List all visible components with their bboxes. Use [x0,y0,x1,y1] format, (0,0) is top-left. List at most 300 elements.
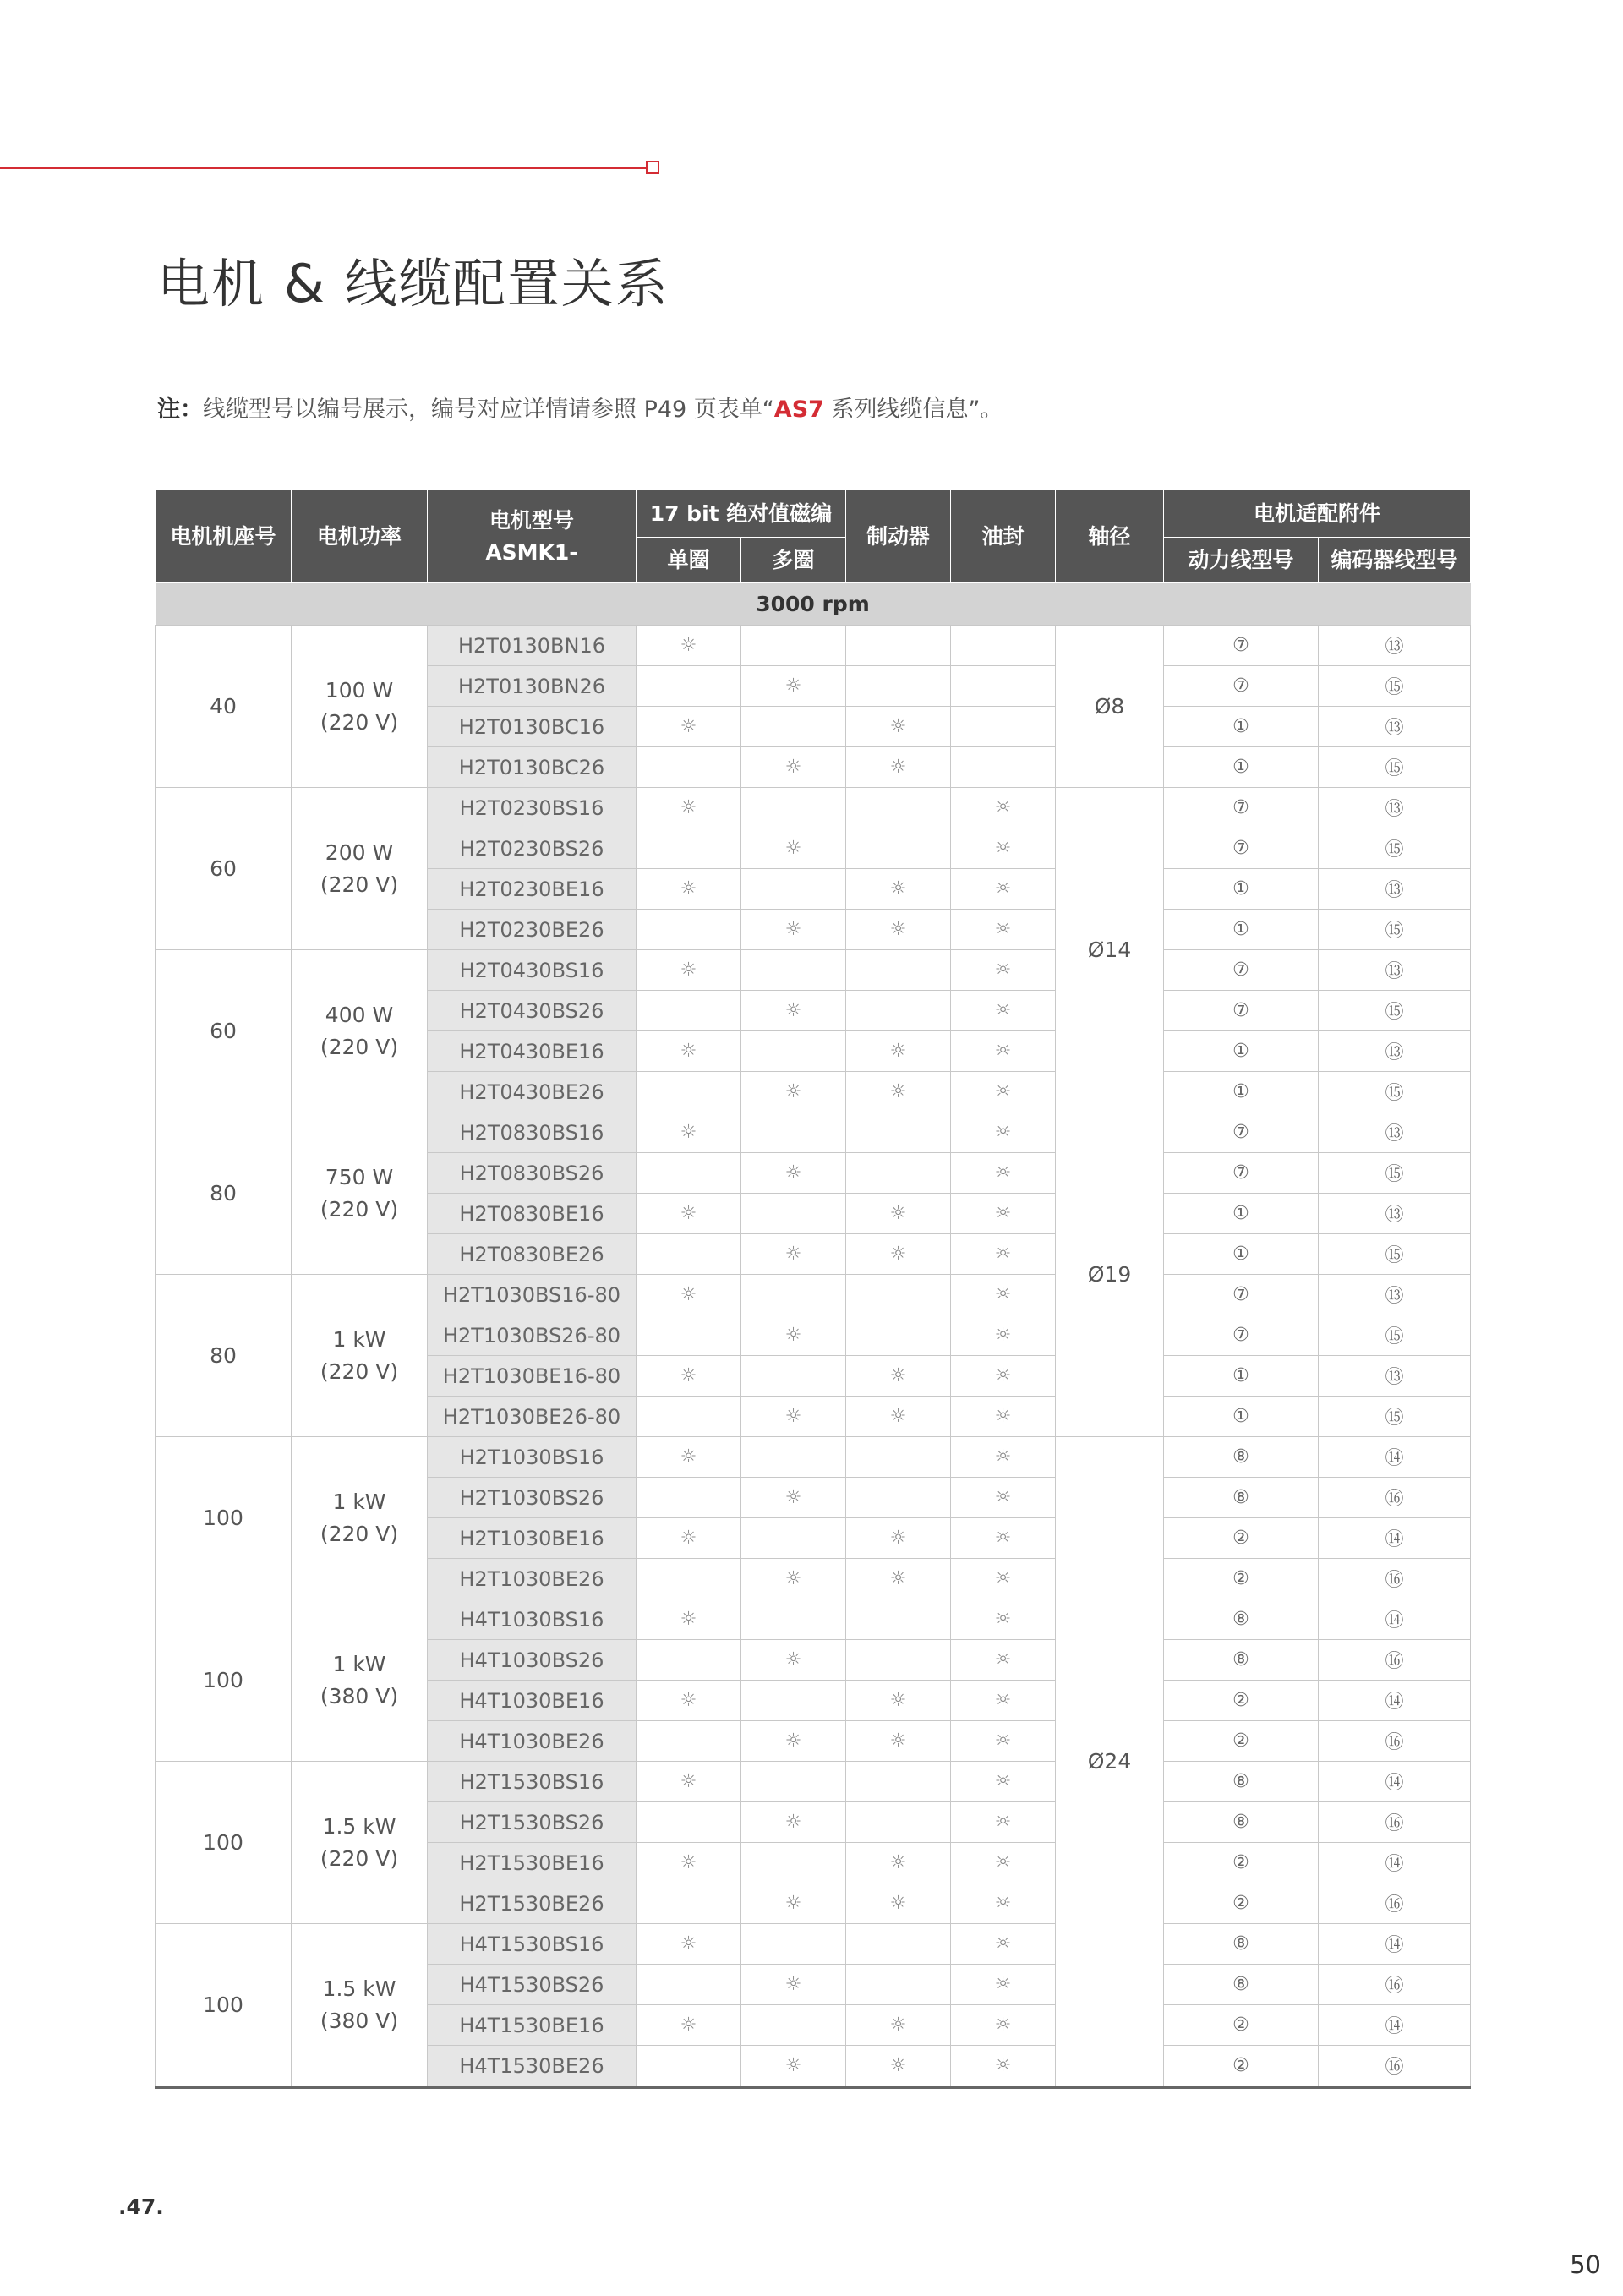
oil-mark-cell: ☼ [951,869,1056,910]
header-accessories: 电机适配附件 [1164,490,1471,538]
encoder-cable-cell: ⑯ [1319,2046,1471,2088]
multi-mark-cell: ☼ [741,991,846,1031]
note [157,391,1003,424]
model-cell: H4T1530BS26 [428,1965,637,2005]
power-voltage: (220 V) [320,1845,399,1871]
oil-mark-cell: ☼ [951,1518,1056,1559]
single-mark-cell [637,1478,741,1518]
header-frame: 电机机座号 [156,490,292,583]
power-cable-cell: ⑦ [1164,626,1319,666]
encoder-cable-cell: ⑭ [1319,2005,1471,2046]
encoder-cable-cell: ⑮ [1319,910,1471,950]
single-mark-cell: ☼ [637,1681,741,1721]
power-value: 750 W [325,1164,394,1189]
speed-band: 3000 rpm [156,583,1471,626]
model-cell: H2T0130BN26 [428,666,637,707]
single-mark-cell: ☼ [637,1437,741,1478]
encoder-cable-cell: ⑮ [1319,666,1471,707]
header-encoder: 17 bit 绝对值磁编 [637,490,846,538]
single-mark-cell: ☼ [637,1275,741,1315]
encoder-cable-cell: ⑯ [1319,1802,1471,1843]
power-cable-cell: ⑦ [1164,1275,1319,1315]
shaft-cell: Ø8 [1056,626,1164,788]
power-cable-cell: ⑧ [1164,1640,1319,1681]
power-cable-cell: ⑦ [1164,1153,1319,1194]
power-cable-cell: ② [1164,1721,1319,1762]
multi-mark-cell: ☼ [741,1965,846,2005]
power-cable-cell: ⑧ [1164,1924,1319,1965]
power-cell [292,626,428,788]
model-cell: H2T1030BE26-80 [428,1397,637,1437]
power-cable-cell: ① [1164,1397,1319,1437]
header-accent-line [0,167,646,169]
brake-mark-cell [846,1965,951,2005]
oil-mark-cell: ☼ [951,1965,1056,2005]
multi-mark-cell [741,1924,846,1965]
multi-mark-cell: ☼ [741,1559,846,1599]
model-cell: H2T0230BS26 [428,828,637,869]
power-voltage: (220 V) [320,1521,399,1546]
note-text: 线缆型号以编号展示，编号对应详情请参照 P49 页表单“ [203,396,774,423]
brake-mark-cell: ☼ [846,910,951,950]
single-mark-cell [637,991,741,1031]
power-cable-cell: ⑦ [1164,950,1319,991]
single-mark-cell: ☼ [637,1194,741,1234]
shaft-cell: Ø19 [1056,1112,1164,1437]
brake-mark-cell: ☼ [846,2005,951,2046]
brake-mark-cell: ☼ [846,1234,951,1275]
power-cable-cell: ① [1164,707,1319,747]
brake-mark-cell [846,1112,951,1153]
oil-mark-cell: ☼ [951,788,1056,828]
shaft-cell: Ø24 [1056,1437,1164,2088]
multi-mark-cell [741,788,846,828]
model-cell: H2T1530BE16 [428,1843,637,1883]
oil-mark-cell: ☼ [951,1194,1056,1234]
brake-mark-cell: ☼ [846,1194,951,1234]
model-cell: H2T1530BS16 [428,1762,637,1802]
header-oil-seal: 油封 [951,490,1056,583]
single-mark-cell: ☼ [637,1031,741,1072]
frame-cell: 80 [156,1112,292,1275]
model-cell: H2T1030BE16-80 [428,1356,637,1397]
encoder-cable-cell: ⑭ [1319,1599,1471,1640]
model-cell: H2T0230BS16 [428,788,637,828]
oil-mark-cell: ☼ [951,1112,1056,1153]
multi-mark-cell: ☼ [741,1883,846,1924]
multi-mark-cell [741,1843,846,1883]
power-cable-cell: ⑧ [1164,1762,1319,1802]
multi-mark-cell [741,1275,846,1315]
model-cell: H4T1030BS26 [428,1640,637,1681]
model-cell: H2T0230BE26 [428,910,637,950]
speed-band-row [156,583,1471,626]
frame-cell: 100 [156,1437,292,1599]
encoder-cable-cell: ⑯ [1319,1883,1471,1924]
oil-mark-cell: ☼ [951,1924,1056,1965]
multi-mark-cell [741,707,846,747]
multi-mark-cell [741,1437,846,1478]
encoder-cable-cell: ⑯ [1319,1721,1471,1762]
multi-mark-cell: ☼ [741,1234,846,1275]
single-mark-cell [637,1072,741,1112]
oil-mark-cell [951,666,1056,707]
encoder-cable-cell: ⑬ [1319,788,1471,828]
frame-cell: 60 [156,788,292,950]
brake-mark-cell: ☼ [846,747,951,788]
encoder-cable-cell: ⑮ [1319,747,1471,788]
multi-mark-cell: ☼ [741,747,846,788]
oil-mark-cell: ☼ [951,1397,1056,1437]
encoder-cable-cell: ⑮ [1319,1397,1471,1437]
brake-mark-cell [846,828,951,869]
power-cable-cell: ① [1164,747,1319,788]
power-value: 400 W [325,1002,394,1027]
oil-mark-cell [951,707,1056,747]
oil-mark-cell [951,747,1056,788]
power-cable-cell: ⑦ [1164,666,1319,707]
shaft-cell: Ø14 [1056,788,1164,1112]
power-cable-cell: ② [1164,1843,1319,1883]
frame-cell: 40 [156,626,292,788]
power-voltage: (380 V) [320,2008,399,2033]
oil-mark-cell: ☼ [951,991,1056,1031]
single-mark-cell: ☼ [637,1924,741,1965]
power-cable-cell: ② [1164,2005,1319,2046]
multi-mark-cell [741,1194,846,1234]
model-cell: H4T1030BE26 [428,1721,637,1762]
oil-mark-cell: ☼ [951,1599,1056,1640]
model-cell: H2T0230BE16 [428,869,637,910]
oil-mark-cell: ☼ [951,1721,1056,1762]
power-cable-cell: ② [1164,1681,1319,1721]
power-cable-cell: ② [1164,2046,1319,2088]
power-voltage: (220 V) [320,1034,399,1059]
power-cable-cell: ① [1164,1356,1319,1397]
encoder-cable-cell: ⑬ [1319,869,1471,910]
single-mark-cell [637,828,741,869]
single-mark-cell: ☼ [637,1599,741,1640]
power-cable-cell: ① [1164,1072,1319,1112]
power-cell [292,1762,428,1924]
power-cable-cell: ① [1164,910,1319,950]
brake-mark-cell: ☼ [846,1518,951,1559]
brake-mark-cell: ☼ [846,869,951,910]
multi-mark-cell [741,1518,846,1559]
model-cell: H4T1530BE26 [428,2046,637,2088]
oil-mark-cell: ☼ [951,950,1056,991]
multi-mark-cell: ☼ [741,1397,846,1437]
single-mark-cell [637,910,741,950]
oil-mark-cell: ☼ [951,1275,1056,1315]
model-cell: H2T1030BS16 [428,1437,637,1478]
single-mark-cell [637,1397,741,1437]
model-cell: H4T1030BS16 [428,1599,637,1640]
oil-mark-cell: ☼ [951,910,1056,950]
brake-mark-cell [846,1153,951,1194]
brake-mark-cell [846,1478,951,1518]
multi-mark-cell: ☼ [741,1640,846,1681]
encoder-cable-cell: ⑯ [1319,1478,1471,1518]
multi-mark-cell: ☼ [741,1802,846,1843]
encoder-cable-cell: ⑬ [1319,626,1471,666]
power-value: 1.5 kW [322,1976,396,2001]
single-mark-cell [637,747,741,788]
header-accent-square [646,161,659,174]
model-cell: H2T0830BE16 [428,1194,637,1234]
multi-mark-cell [741,2005,846,2046]
power-cable-cell: ⑦ [1164,788,1319,828]
encoder-cable-cell: ⑬ [1319,707,1471,747]
single-mark-cell [637,1153,741,1194]
encoder-cable-cell: ⑭ [1319,1762,1471,1802]
brake-mark-cell: ☼ [846,1721,951,1762]
table-row [156,1275,1471,1315]
power-value: 100 W [325,677,394,702]
single-mark-cell: ☼ [637,2005,741,2046]
frame-cell: 100 [156,1924,292,2088]
multi-mark-cell: ☼ [741,2046,846,2088]
single-mark-cell: ☼ [637,707,741,747]
brake-mark-cell: ☼ [846,1843,951,1883]
encoder-cable-cell: ⑯ [1319,1965,1471,2005]
single-mark-cell: ☼ [637,1843,741,1883]
multi-mark-cell [741,869,846,910]
encoder-cable-cell: ⑬ [1319,1194,1471,1234]
page-title: 电机 & 线缆配置关系 [157,253,669,314]
model-cell: H2T0130BC26 [428,747,637,788]
encoder-cable-cell: ⑯ [1319,1640,1471,1681]
power-voltage: (220 V) [320,872,399,897]
encoder-cable-cell: ⑬ [1319,1112,1471,1153]
model-cell: H4T1530BS16 [428,1924,637,1965]
single-mark-cell: ☼ [637,626,741,666]
table-body [156,583,1471,2088]
power-cell [292,1924,428,2088]
brake-mark-cell [846,991,951,1031]
multi-mark-cell [741,626,846,666]
single-mark-cell: ☼ [637,1518,741,1559]
encoder-cable-cell: ⑭ [1319,1681,1471,1721]
model-cell: H2T0830BS16 [428,1112,637,1153]
power-value: 1 kW [332,1651,386,1676]
oil-mark-cell: ☼ [951,1356,1056,1397]
power-voltage: (220 V) [320,709,399,735]
multi-mark-cell: ☼ [741,1478,846,1518]
oil-mark-cell: ☼ [951,1031,1056,1072]
multi-mark-cell [741,1599,846,1640]
multi-mark-cell: ☼ [741,1721,846,1762]
brake-mark-cell: ☼ [846,1072,951,1112]
encoder-cable-cell: ⑮ [1319,828,1471,869]
power-cable-cell: ⑦ [1164,828,1319,869]
brake-mark-cell: ☼ [846,1681,951,1721]
header-model-line2: ASMK1- [485,539,578,565]
oil-mark-cell: ☼ [951,1762,1056,1802]
table-row [156,1924,1471,1965]
model-cell: H2T1030BS16-80 [428,1275,637,1315]
model-cell: H2T0130BN16 [428,626,637,666]
multi-mark-cell [741,1112,846,1153]
encoder-cable-cell: ⑮ [1319,1234,1471,1275]
power-cell [292,950,428,1112]
header-brake: 制动器 [846,490,951,583]
power-cell [292,1112,428,1275]
brake-mark-cell [846,1599,951,1640]
brake-mark-cell: ☼ [846,707,951,747]
brake-mark-cell [846,1640,951,1681]
model-cell: H2T1030BE16 [428,1518,637,1559]
model-cell: H2T0430BE26 [428,1072,637,1112]
table-header [156,490,1471,583]
power-value: 200 W [325,839,394,865]
power-cable-cell: ② [1164,1559,1319,1599]
brake-mark-cell: ☼ [846,1356,951,1397]
header-multi-turn: 多圈 [741,538,846,583]
header-shaft: 轴径 [1056,490,1164,583]
header-power-cable: 动力线型号 [1164,538,1319,583]
single-mark-cell [637,666,741,707]
multi-mark-cell: ☼ [741,910,846,950]
encoder-cable-cell: ⑭ [1319,1843,1471,1883]
header-model [428,490,637,583]
encoder-cable-cell: ⑬ [1319,1356,1471,1397]
power-cable-cell: ⑧ [1164,1802,1319,1843]
frame-cell: 60 [156,950,292,1112]
oil-mark-cell: ☼ [951,1802,1056,1843]
power-value: 1 kW [332,1489,386,1514]
single-mark-cell: ☼ [637,788,741,828]
encoder-cable-cell: ⑮ [1319,1072,1471,1112]
brake-mark-cell [846,1924,951,1965]
encoder-cable-cell: ⑭ [1319,1924,1471,1965]
power-cable-cell: ⑧ [1164,1599,1319,1640]
frame-cell: 100 [156,1762,292,1924]
power-cell [292,788,428,950]
multi-mark-cell [741,1031,846,1072]
note-text-end: 系列线缆信息”。 [823,396,1003,423]
power-cable-cell: ② [1164,1883,1319,1924]
table-row [156,1762,1471,1802]
oil-mark-cell: ☼ [951,1843,1056,1883]
encoder-cable-cell: ⑬ [1319,1275,1471,1315]
brake-mark-cell [846,950,951,991]
table-row [156,950,1471,991]
brake-mark-cell [846,626,951,666]
power-cell [292,1599,428,1762]
oil-mark-cell: ☼ [951,2046,1056,2088]
multi-mark-cell: ☼ [741,828,846,869]
oil-mark-cell: ☼ [951,2005,1056,2046]
encoder-cable-cell: ⑯ [1319,1559,1471,1599]
power-cable-cell: ⑧ [1164,1478,1319,1518]
encoder-cable-cell: ⑬ [1319,950,1471,991]
oil-mark-cell: ☼ [951,1559,1056,1599]
single-mark-cell: ☼ [637,1112,741,1153]
model-cell: H2T1530BS26 [428,1802,637,1843]
single-mark-cell [637,1721,741,1762]
table-row [156,788,1471,828]
brake-mark-cell: ☼ [846,1031,951,1072]
single-mark-cell: ☼ [637,950,741,991]
power-cell [292,1275,428,1437]
multi-mark-cell: ☼ [741,1153,846,1194]
brake-mark-cell: ☼ [846,1559,951,1599]
brake-mark-cell: ☼ [846,2046,951,2088]
multi-mark-cell [741,950,846,991]
oil-mark-cell: ☼ [951,1883,1056,1924]
power-cable-cell: ⑦ [1164,1315,1319,1356]
page-marker: .47. [118,2195,164,2219]
encoder-cable-cell: ⑬ [1319,1031,1471,1072]
brake-mark-cell [846,666,951,707]
brake-mark-cell [846,1437,951,1478]
model-cell: H2T1530BE26 [428,1883,637,1924]
power-cable-cell: ② [1164,1518,1319,1559]
model-cell: H4T1030BE16 [428,1681,637,1721]
power-value: 1 kW [332,1326,386,1352]
oil-mark-cell: ☼ [951,1072,1056,1112]
header-model-line1: 电机型号 [489,507,574,533]
model-cell: H2T0830BE26 [428,1234,637,1275]
header-encoder-cable: 编码器线型号 [1319,538,1471,583]
oil-mark-cell: ☼ [951,1478,1056,1518]
page-number: 50 [1570,2250,1601,2279]
table-row [156,1437,1471,1478]
model-cell: H2T0430BE16 [428,1031,637,1072]
power-voltage: (220 V) [320,1358,399,1384]
encoder-cable-cell: ⑮ [1319,991,1471,1031]
multi-mark-cell [741,1356,846,1397]
brake-mark-cell [846,1275,951,1315]
oil-mark-cell: ☼ [951,1234,1056,1275]
power-cable-cell: ⑧ [1164,1437,1319,1478]
table-row [156,1112,1471,1153]
brake-mark-cell [846,1762,951,1802]
model-cell: H2T1030BS26 [428,1478,637,1518]
brake-mark-cell: ☼ [846,1883,951,1924]
model-cell: H2T0830BS26 [428,1153,637,1194]
multi-mark-cell: ☼ [741,1315,846,1356]
single-mark-cell: ☼ [637,1356,741,1397]
power-voltage: (380 V) [320,1683,399,1708]
power-cable-cell: ⑧ [1164,1965,1319,2005]
power-cable-cell: ⑦ [1164,991,1319,1031]
power-cable-cell: ⑦ [1164,1112,1319,1153]
single-mark-cell: ☼ [637,1762,741,1802]
oil-mark-cell: ☼ [951,1315,1056,1356]
table-row [156,626,1471,666]
model-cell: H4T1530BE16 [428,2005,637,2046]
encoder-cable-cell: ⑮ [1319,1153,1471,1194]
multi-mark-cell [741,1762,846,1802]
encoder-cable-cell: ⑮ [1319,1315,1471,1356]
oil-mark-cell: ☼ [951,828,1056,869]
single-mark-cell [637,1234,741,1275]
single-mark-cell [637,1965,741,2005]
encoder-cable-cell: ⑭ [1319,1518,1471,1559]
oil-mark-cell: ☼ [951,1681,1056,1721]
oil-mark-cell: ☼ [951,1640,1056,1681]
power-voltage: (220 V) [320,1196,399,1222]
single-mark-cell [637,1802,741,1843]
model-cell: H2T1030BE26 [428,1559,637,1599]
single-mark-cell [637,2046,741,2088]
table-row [156,1599,1471,1640]
oil-mark-cell: ☼ [951,1153,1056,1194]
motor-cable-table [155,489,1471,2089]
single-mark-cell [637,1559,741,1599]
